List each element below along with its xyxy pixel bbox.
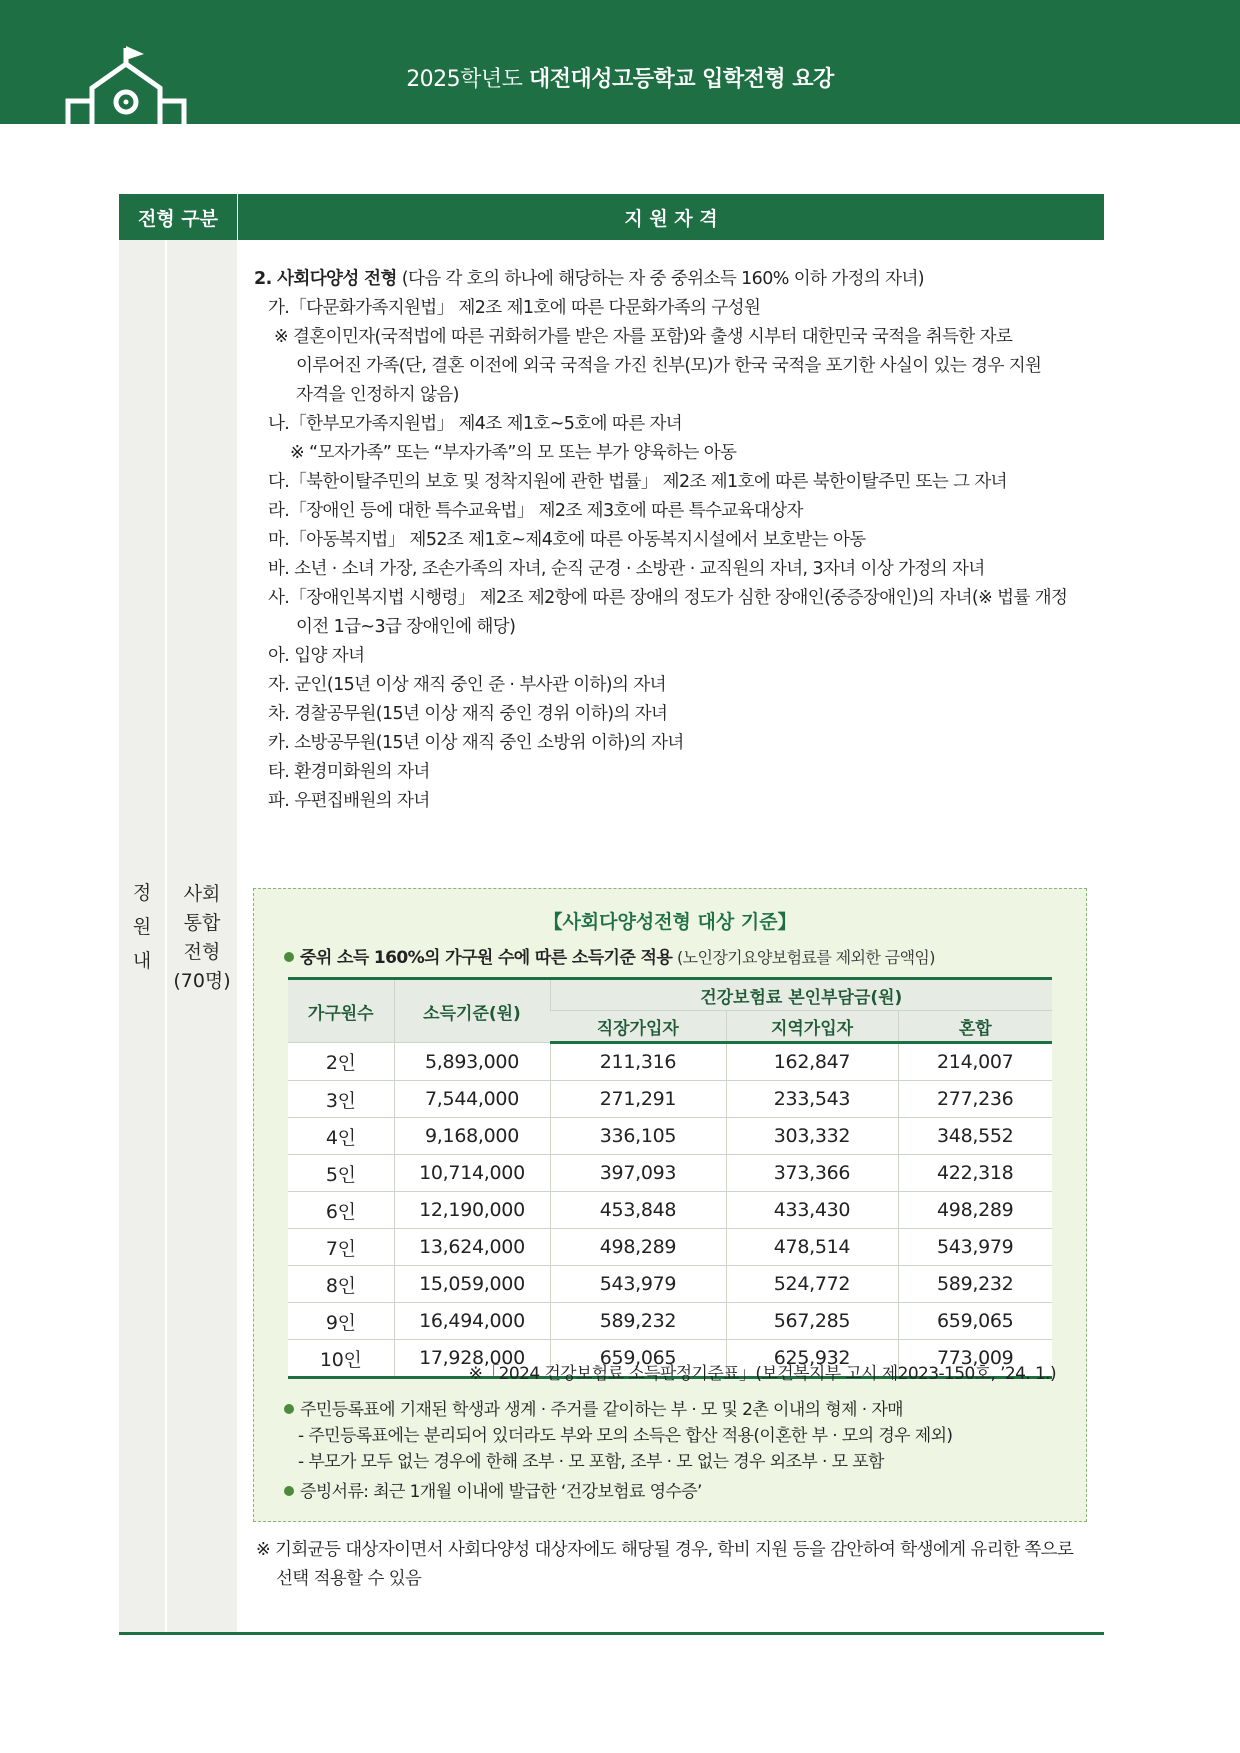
qualification-item: 나.「한부모가족지원법」 제4조 제1호~5호에 따른 자녀: [268, 414, 683, 434]
table-row: [288, 1043, 1052, 1081]
criteria-note-household-a: - 주민등록표에는 분리되어 있더라도 부와 모의 소득은 합산 적용(이혼한 부 · 모의 경우 제외): [298, 1426, 953, 1446]
table-cell: 9인: [288, 1303, 394, 1340]
table-cell: 373,366: [726, 1155, 898, 1192]
criteria-title: 【사회다양성전형 대상 기준】: [543, 911, 797, 933]
header-regional: 지역가입자: [726, 1011, 898, 1043]
table-cell: 13,624,000: [394, 1229, 550, 1266]
qualification-column-header: 지 원 자 격: [238, 194, 1104, 240]
header-insurance-group: 건강보험료 본인부담금(원): [550, 979, 1052, 1011]
table-cell: 7,544,000: [394, 1081, 550, 1118]
qualification-item: 타. 환경미화원의 자녀: [268, 762, 430, 782]
table-cell: 498,289: [898, 1192, 1052, 1229]
table-cell: 422,318: [898, 1155, 1052, 1192]
table-cell: 233,543: [726, 1081, 898, 1118]
table-cell: 336,105: [550, 1118, 726, 1155]
table-row: [288, 1081, 1052, 1118]
qualification-item: 마.「아동복지법」 제52조 제1호~제4호에 따른 아동복지시설에서 보호받는 아동: [268, 530, 866, 550]
qualification-item: 자. 군인(15년 이상 재직 중인 준 · 부사관 이하)의 자녀: [268, 675, 666, 695]
bullet-icon: [284, 1486, 294, 1496]
table-cell: 625,932: [726, 1340, 898, 1378]
criteria-note-household: 주민등록표에 기재된 학생과 생계 · 주거를 같이하는 부 · 모 및 2촌 이내의 형제 · 자매: [284, 1395, 903, 1420]
qualification-item: 파. 우편집배원의 자녀: [268, 791, 430, 811]
document-title: [0, 62, 1240, 93]
table-row: [288, 1192, 1052, 1229]
qualification-item: 아. 입양 자녀: [268, 646, 365, 666]
table-cell: 5인: [288, 1155, 394, 1192]
table-cell: 12,190,000: [394, 1192, 550, 1229]
table-cell: 589,232: [550, 1303, 726, 1340]
table-cell: 453,848: [550, 1192, 726, 1229]
qualification-item: 이루어진 가족(단, 결혼 이전에 외국 국적을 가진 친부(모)가 한국 국적을 포기한 사실이 있는 경우 지원: [296, 356, 1042, 376]
table-cell: 4인: [288, 1118, 394, 1155]
table-cell: 303,332: [726, 1118, 898, 1155]
table-cell: 524,772: [726, 1266, 898, 1303]
table-cell: 214,007: [898, 1043, 1052, 1081]
table-cell: 478,514: [726, 1229, 898, 1266]
header-employee: 직장가입자: [550, 1011, 726, 1043]
header-mixed: 혼합: [898, 1011, 1052, 1043]
bullet-icon: [284, 952, 294, 962]
table-cell: 9,168,000: [394, 1118, 550, 1155]
criteria-subtitle: 중위 소득 160%의 가구원 수에 따른 소득기준 적용 (노인장기요양보험료를 제외한 금액임): [284, 943, 935, 968]
qualification-item: 이전 1급~3급 장애인에 해당): [296, 617, 516, 637]
page-header: [0, 0, 1240, 124]
criteria-note-documents: 증빙서류: 최근 1개월 이내에 발급한 ‘건강보험료 영수증’: [284, 1477, 702, 1502]
qualification-item: 바. 소년 · 소녀 가장, 조손가족의 자녀, 순직 군경 · 소방관 · 교직원의 자녀, 3자녀 이상 가정의 자녀: [268, 559, 985, 579]
table-cell: 498,289: [550, 1229, 726, 1266]
table-cell: 397,093: [550, 1155, 726, 1192]
header-household: 가구원수: [288, 979, 394, 1043]
table-cell: 773,009: [898, 1340, 1052, 1378]
qualification-item: ※ 결혼이민자(국적법에 따른 귀화허가를 받은 자를 포함)와 출생 시부터 대한민국 국적을 취득한 자로: [274, 327, 1013, 347]
income-table: [288, 977, 1052, 1379]
footnote: ※ 기회균등 대상자이면서 사회다양성 대상자에도 해당될 경우, 학비 지원 등을 감안하여 학생에게 유리한 쪽으로 선택 적용할 수 있음: [256, 1540, 1074, 1589]
table-cell: 10인: [288, 1340, 394, 1378]
qualification-content: [254, 265, 1094, 816]
table-cell: 277,236: [898, 1081, 1052, 1118]
table-row: [288, 1303, 1052, 1340]
qualification-item: 라.「장애인 등에 대한 특수교육법」 제2조 제3호에 따른 특수교육대상자: [268, 501, 803, 521]
table-cell: 15,059,000: [394, 1266, 550, 1303]
table-cell: 271,291: [550, 1081, 726, 1118]
table-cell: 543,979: [550, 1266, 726, 1303]
criteria-box: [253, 888, 1087, 1522]
qualification-item: ※ “모자가족” 또는 “부자가족”의 모 또는 부가 양육하는 아동: [290, 443, 737, 463]
qualification-item: 사.「장애인복지법 시행령」 제2조 제2항에 따른 장애의 정도가 심한 장애인(중증장애인)의 자녀(※ 법률 개정: [268, 588, 1068, 608]
qualification-item: 카. 소방공무원(15년 이상 재직 중인 소방위 이하)의 자녀: [268, 733, 684, 753]
table-row: [288, 1266, 1052, 1303]
table-cell: 5,893,000: [394, 1043, 550, 1081]
qualification-item: 가.「다문화가족지원법」 제2조 제1호에 따른 다문화가족의 구성원: [268, 298, 761, 318]
table-cell: 8인: [288, 1266, 394, 1303]
table-row: [288, 1118, 1052, 1155]
category-main-label: 정 원 내: [132, 882, 152, 972]
qualification-list: [254, 294, 1094, 816]
table-cell: 659,065: [550, 1340, 726, 1378]
qualification-item: 자격을 인정하지 않음): [296, 385, 459, 405]
table-cell: 348,552: [898, 1118, 1052, 1155]
table-cell: 659,065: [898, 1303, 1052, 1340]
qualification-item: 다.「북한이탈주민의 보호 및 정착지원에 관한 법률」 제2조 제1호에 따른 북한이탈주민 또는 그 자녀: [268, 472, 1007, 492]
table-cell: 6인: [288, 1192, 394, 1229]
table-cell: 162,847: [726, 1043, 898, 1081]
table-cell: 17,928,000: [394, 1340, 550, 1378]
table-cell: 7인: [288, 1229, 394, 1266]
table-cell: 2인: [288, 1043, 394, 1081]
header-income: 소득기준(원): [394, 979, 550, 1043]
qualification-heading: 2. 사회다양성 전형 (다음 각 호의 하나에 해당하는 자 중 중위소득 160% 이하 가정의 자녀): [254, 269, 925, 289]
table-cell: 543,979: [898, 1229, 1052, 1266]
table-cell: 10,714,000: [394, 1155, 550, 1192]
table-bottom-border: [119, 1632, 1104, 1635]
table-cell: 589,232: [898, 1266, 1052, 1303]
document-main-title: 대전대성고등학교 입학전형 요강: [528, 67, 834, 92]
table-cell: 3인: [288, 1081, 394, 1118]
table-source: ※「2024 건강보험료 소득판정기준표」(보건복지부 고시 제2023-150호, ’24. 1.): [468, 1364, 1056, 1384]
category-column-header: 전형 구분: [119, 194, 237, 240]
criteria-note-household-b: - 부모가 모두 없는 경우에 한해 조부 · 모 포함, 조부 · 모 없는 경우 외조부 · 모 포함: [298, 1452, 884, 1472]
table-cell: 211,316: [550, 1043, 726, 1081]
table-cell: 433,430: [726, 1192, 898, 1229]
table-cell: 16,494,000: [394, 1303, 550, 1340]
table-row: [288, 1229, 1052, 1266]
document-year: 2025학년도: [406, 67, 523, 92]
table-row: [288, 1155, 1052, 1192]
table-cell: 567,285: [726, 1303, 898, 1340]
category-sub-label: 사회 통합 전형 (70명): [173, 883, 231, 992]
qualification-item: 차. 경찰공무원(15년 이상 재직 중인 경위 이하)의 자녀: [268, 704, 668, 724]
bullet-icon: [284, 1404, 294, 1414]
